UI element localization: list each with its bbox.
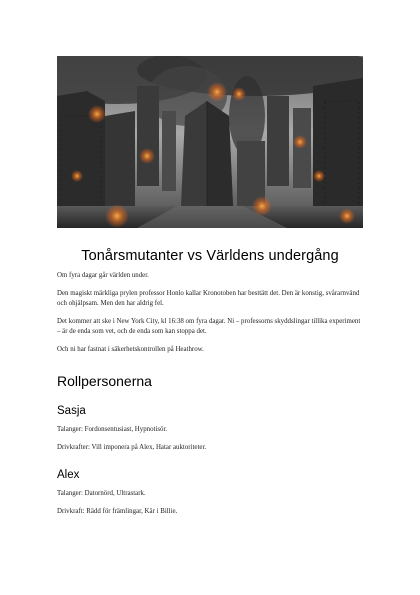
document-title: Tonårsmutanter vs Världens undergång [81,248,339,264]
intro-paragraph-4: Och ni har fastnat i säkerhetskontrollen på Heathrow. [57,346,204,353]
section-heading: Rollpersonerna [57,373,152,389]
character-drives: Drivkrafter: Vill imponera på Alex, Hatar auktoriteter. [57,444,207,451]
character-name: Sasja [57,405,86,417]
character-drives: Drivkraft: Rädd för främlingar, Kär i Billie. [57,508,178,515]
intro-paragraph-2: Den magiskt märkliga prylen professor Honlo kallar Kronotoben har besttätt det. Den är konstig, svårarnvänd och ohjälpsam. Men den har aldrig fel. [57,290,360,308]
intro-paragraph-1: Om fyra dagar går världen under. [57,272,149,279]
character-name: Alex [57,469,80,481]
character-talents: Talanger: Datornörd, Ultrastark. [57,490,146,497]
character-talents: Talanger: Fordonsentusiast, Hypnotisör. [57,426,168,433]
intro-paragraph-3: Det kommer att ske i New York City, kl 16:38 om fyra dagar. Ni – professorns skyddslingar tillika experiment – är de enda som vet, och de enda som kan stoppa det. [57,318,361,336]
ruined-city-illustration [57,56,363,228]
